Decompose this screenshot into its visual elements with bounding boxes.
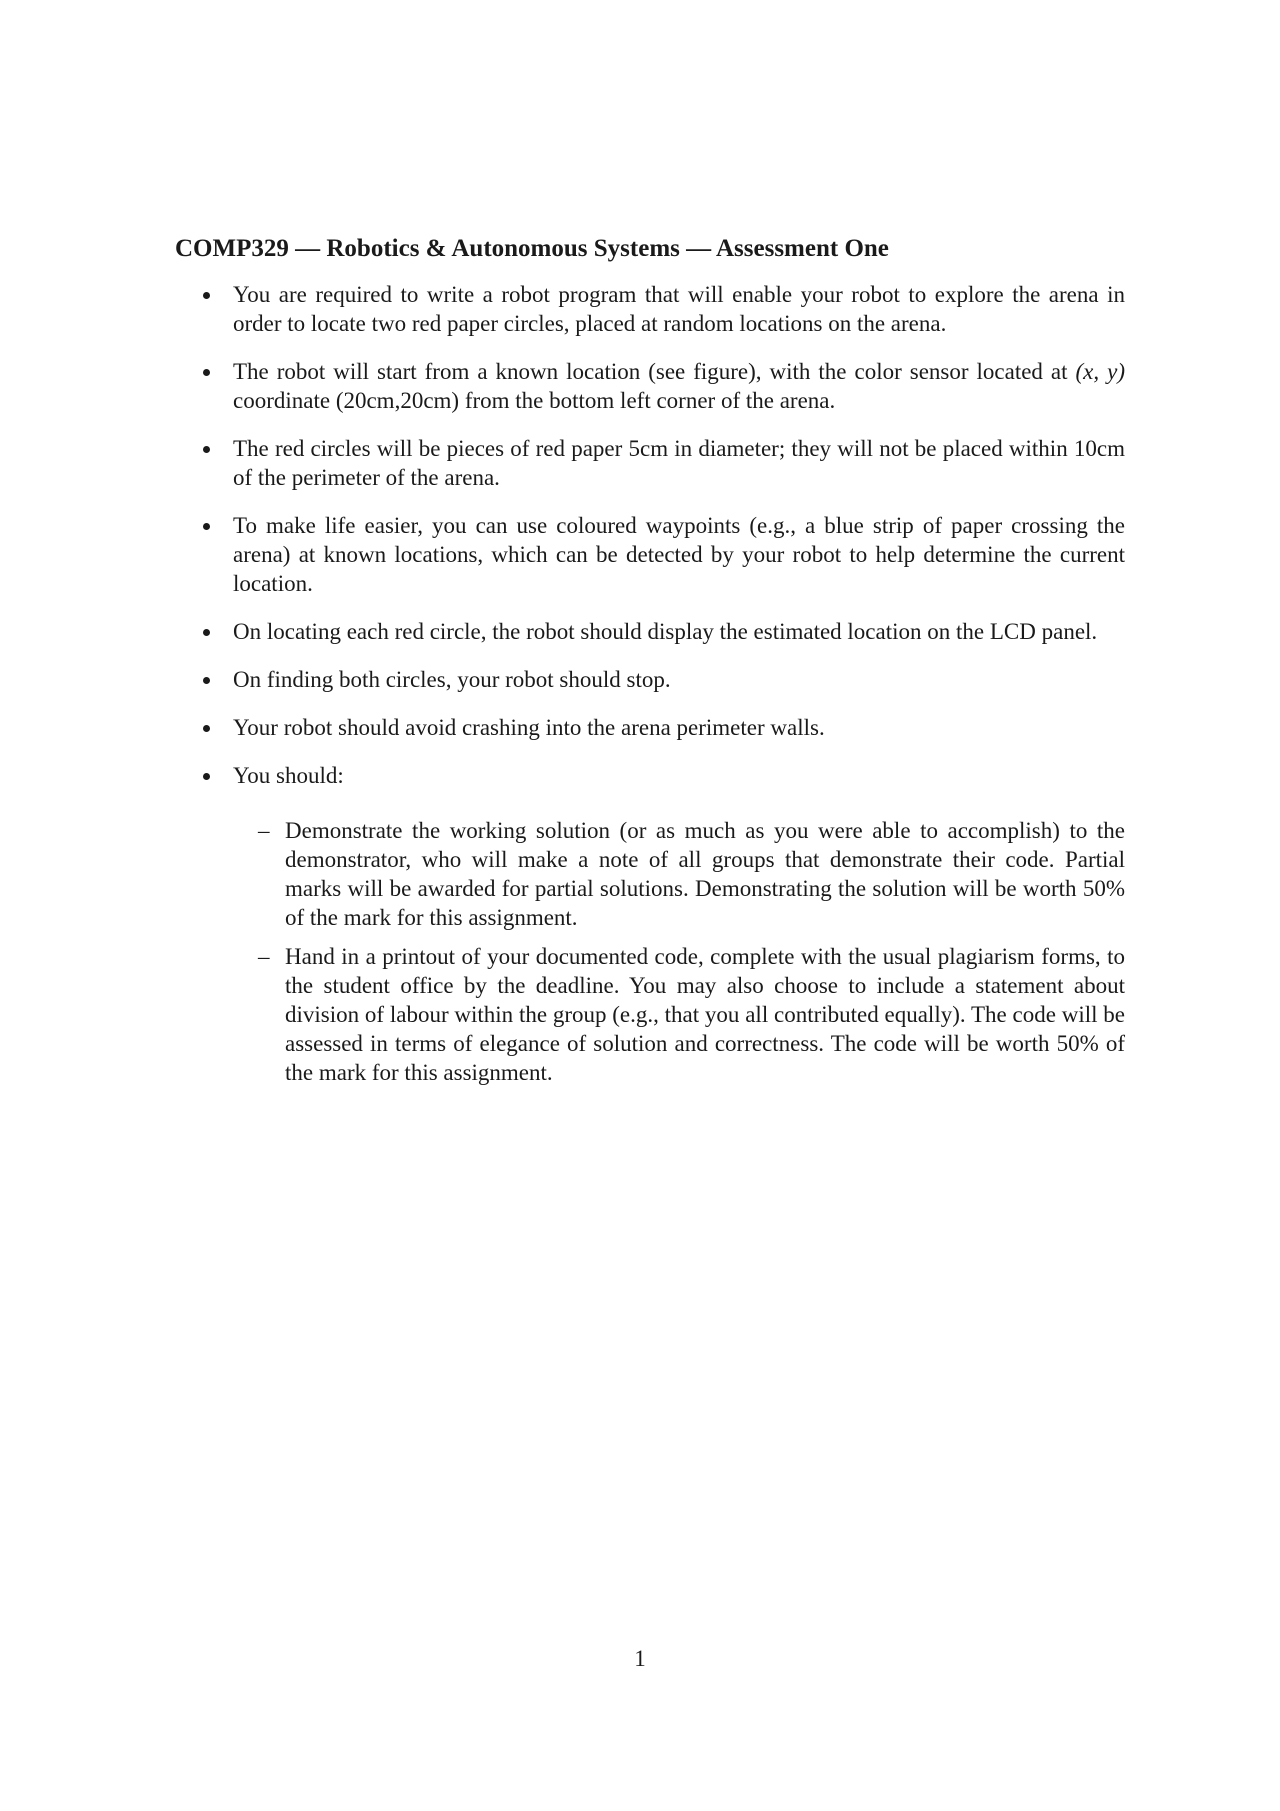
bullet-text: To make life easier, you can use coloured waypoints (e.g., a blue strip of paper crossing the arena) at known locations, which can be detected by your robot to help determine the current location. [233, 513, 1125, 596]
bullet-icon [203, 292, 210, 299]
list-item [233, 357, 1125, 415]
bullet-text-post: coordinate (20cm,20cm) from the bottom left corner of the arena. [233, 388, 836, 413]
list-item [233, 761, 1125, 1087]
sub-item-text: Demonstrate the working solution (or as much as you were able to accomplish) to the demonstrator, who will make a note of all groups that demonstrate their code. Partial marks will be awarded for partial solutions. Demonstrating the solution will be worth 50% of the mark for this assignment. [285, 818, 1125, 930]
bullet-icon [203, 677, 210, 684]
list-item [233, 665, 1125, 694]
sub-list [233, 816, 1125, 1087]
bullet-text-pre: The robot will start from a known location (see figure), with the color sensor located at [233, 359, 1076, 384]
bullet-icon [203, 629, 210, 636]
bullet-text: Your robot should avoid crashing into the arena perimeter walls. [233, 715, 825, 740]
bullet-text: On finding both circles, your robot should stop. [233, 667, 671, 692]
bullet-icon [203, 773, 210, 780]
dash-marker: – [258, 818, 270, 843]
bullet-text: You are required to write a robot program that will enable your robot to explore the arena in order to locate two red paper circles, placed at random locations on the arena. [233, 282, 1125, 336]
dash-marker: – [258, 944, 270, 969]
page-number: 1 [634, 1646, 646, 1671]
list-item [233, 434, 1125, 492]
sub-list-item [258, 942, 1125, 1087]
bullet-text: You should: [233, 763, 344, 788]
list-item [233, 280, 1125, 338]
bullet-icon [203, 369, 210, 376]
document-body [175, 232, 1125, 1106]
bullet-icon [203, 446, 210, 453]
document-title: COMP329 — Robotics & Autonomous Systems — Assessment One [175, 235, 889, 262]
bullet-icon [203, 523, 210, 530]
sub-list-item [258, 816, 1125, 932]
requirements-list [175, 280, 1125, 1087]
coordinate-math: (x, y) [1075, 359, 1125, 384]
list-item [233, 617, 1125, 646]
list-item [233, 511, 1125, 598]
sub-item-text: Hand in a printout of your documented code, complete with the usual plagiarism forms, to the student office by the deadline. You may also choose to include a statement about division of labour within the group (e.g., that you all contributed equally). The code will be assessed in terms of elegance of solution and correctness. The code will be worth 50% of the mark for this assignment. [285, 944, 1125, 1085]
list-item [233, 713, 1125, 742]
bullet-icon [203, 725, 210, 732]
bullet-text: On locating each red circle, the robot should display the estimated location on the LCD panel. [233, 619, 1098, 644]
bullet-text: The red circles will be pieces of red paper 5cm in diameter; they will not be placed within 10cm of the perimeter of the arena. [233, 436, 1125, 490]
